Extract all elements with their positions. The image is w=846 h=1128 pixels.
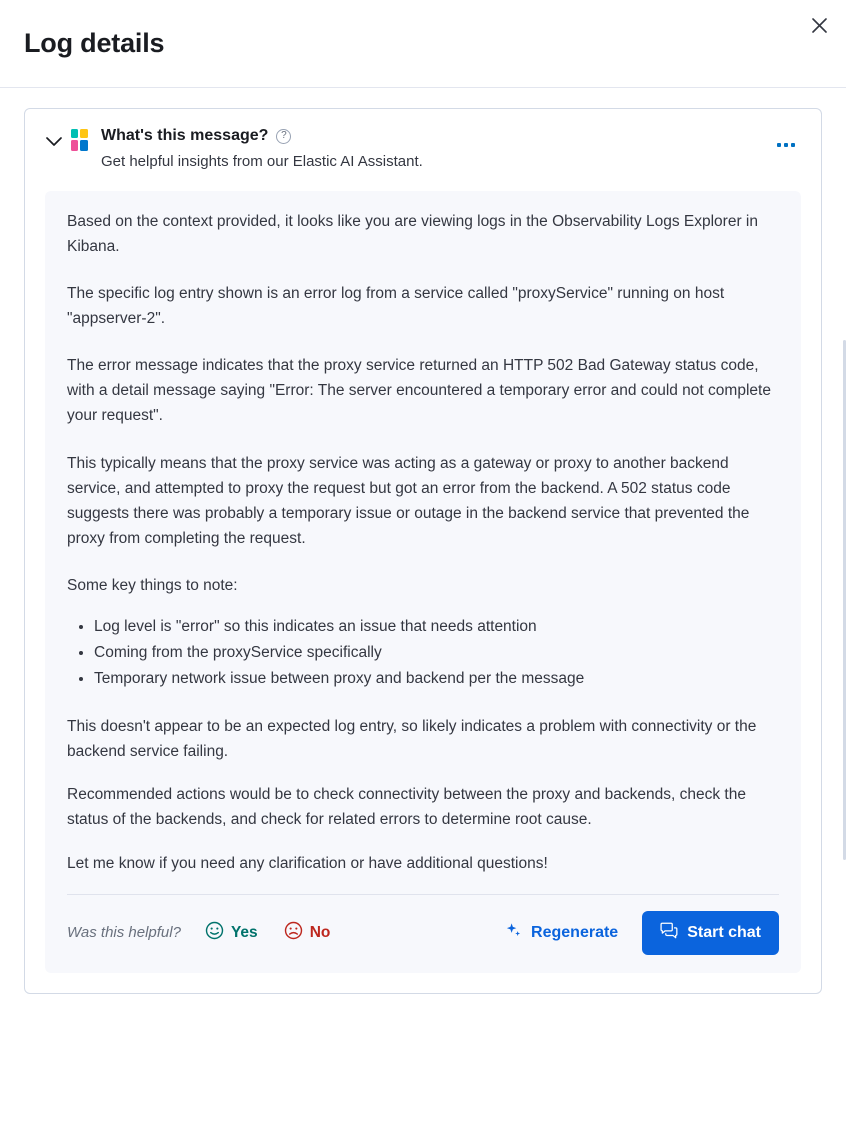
feedback-row xyxy=(67,911,779,955)
message-paragraph: Recommended actions would be to check connectivity between the proxy and backends, check the status of the backends, and check for related errors to determine root cause. xyxy=(67,786,746,829)
more-actions-icon[interactable] xyxy=(771,137,801,153)
close-button[interactable] xyxy=(802,8,836,42)
list-item: • Coming from the proxyService specifically xyxy=(94,640,779,666)
message-paragraph: The specific log entry shown is an error log from a service called "proxyService" running on host "appserver-2". xyxy=(67,284,725,328)
flyout-header xyxy=(0,0,846,88)
feedback-label: Was this helpful? xyxy=(67,924,181,942)
feedback-no-label: No xyxy=(309,923,331,941)
insight-header xyxy=(45,127,801,173)
message-paragraph: This typically means that the proxy service was acting as a gateway or proxy to another backend service, and attempted to proxy the request but got an error from the backend. A 502 status code suggests there was probably a temporary issue or outage in the backend service that prevented the proxy from completing the request. xyxy=(67,454,750,547)
message-paragraph: The error message indicates that the proxy service returned an HTTP 502 Bad Gateway status code, with a detail message saying "Error: The server encountered a temporary error and could not complete your request". xyxy=(67,357,771,425)
insight-header-text xyxy=(101,127,801,173)
footer-divider xyxy=(67,894,779,895)
help-icon[interactable]: ? xyxy=(276,129,291,144)
sparkle-icon xyxy=(505,922,522,944)
chevron-down-icon[interactable] xyxy=(45,133,63,151)
regenerate-button[interactable] xyxy=(497,916,626,950)
page-title: Log details xyxy=(24,28,165,58)
insight-title: What's this message? xyxy=(101,127,269,144)
insight-panel xyxy=(24,108,822,994)
chat-bubbles-icon xyxy=(660,922,678,944)
feedback-yes-label: Yes xyxy=(230,923,258,941)
message-paragraph: This doesn't appear to be an expected log entry, so likely indicates a problem with connectivity or the backend service failing. xyxy=(67,718,757,761)
start-chat-button[interactable] xyxy=(642,911,779,955)
list-item: • Log level is "error" so this indicates an issue that needs attention xyxy=(94,614,779,640)
message-paragraph: Based on the context provided, it looks like you are viewing logs in the Observability Logs Explorer in Kibana. xyxy=(67,212,758,255)
list-item: • Temporary network issue between proxy and backend per the message xyxy=(94,666,779,692)
regenerate-label: Regenerate xyxy=(531,923,619,941)
flyout-body xyxy=(0,88,846,994)
message-paragraph: Some key things to note: xyxy=(67,576,238,594)
close-icon xyxy=(812,18,827,33)
insight-subtitle: Get helpful insights from our Elastic AI Assistant. xyxy=(101,153,423,170)
assistant-message xyxy=(45,191,801,973)
message-bullet-list xyxy=(67,614,779,692)
frown-face-icon xyxy=(284,921,303,945)
message-paragraph: Let me know if you need any clarification or have additional questions! xyxy=(67,854,548,872)
elastic-logo-icon xyxy=(71,129,91,151)
smile-face-icon xyxy=(205,921,224,945)
feedback-no-button[interactable] xyxy=(278,917,337,949)
start-chat-label: Start chat xyxy=(687,923,761,941)
feedback-yes-button[interactable] xyxy=(199,917,264,949)
